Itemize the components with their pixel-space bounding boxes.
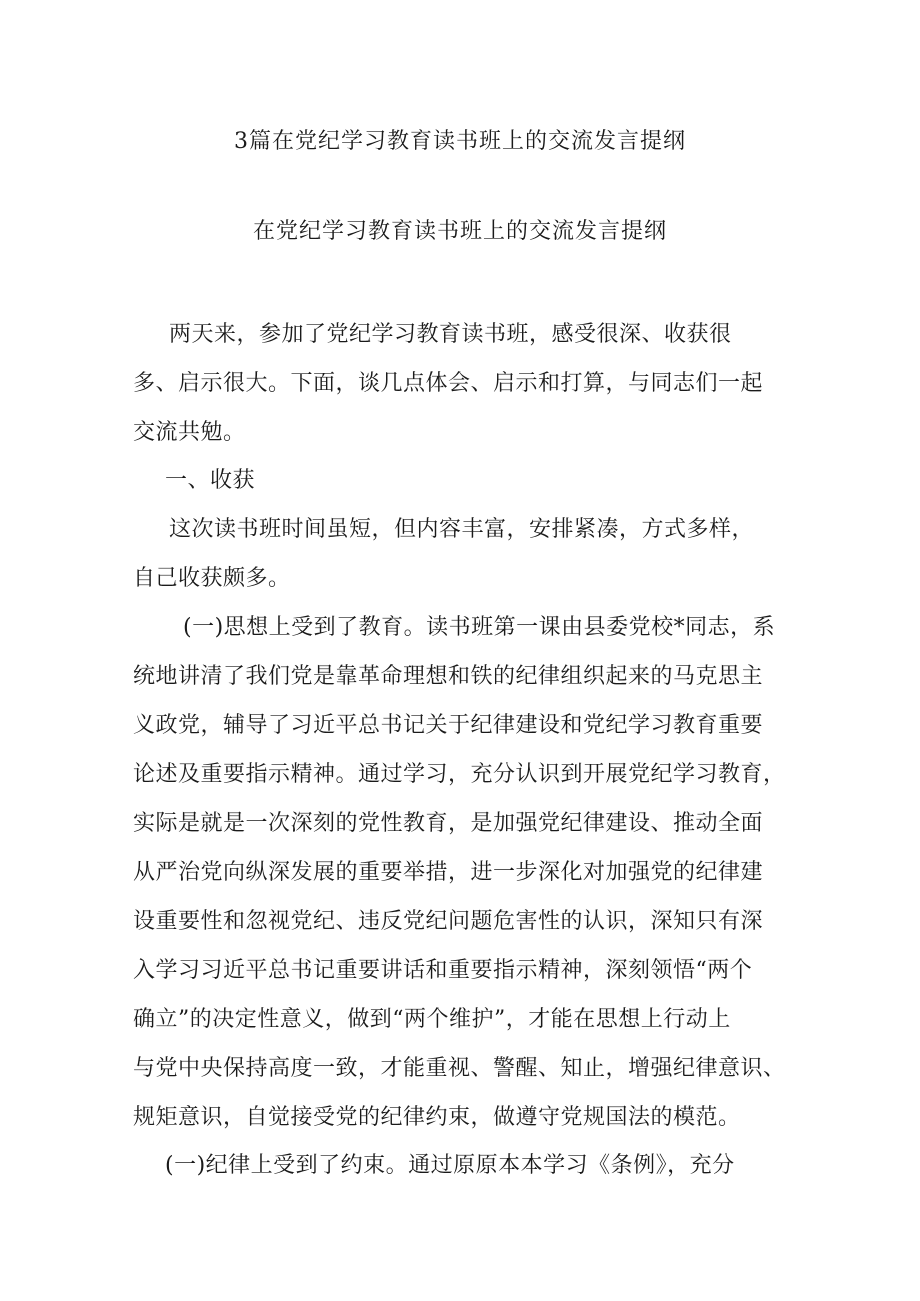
text-line: 交流共勉。 — [133, 420, 246, 445]
section-heading-harvest — [133, 456, 798, 505]
text-line: 确立”的决定性意义，做到“两个维护”，才能在思想上行动上 — [133, 1007, 731, 1032]
text-line: 多、启示很大。下面，谈几点体会、启示和打算，与同志们一起 — [133, 371, 764, 396]
text-line: 两天来，参加了党纪学习教育读书班，感受很深、收获很 — [169, 322, 732, 347]
text-line: 与党中央保持高度一致，才能重视、警醒、知止，增强纪律意识、 — [133, 1056, 786, 1081]
paragraph-summary — [133, 505, 798, 603]
text-line: 实际是就是一次深刻的党性教育，是加强党纪律建设、推动全面 — [133, 811, 764, 836]
text-line: 一、收获 — [165, 468, 256, 493]
paragraph-discipline — [133, 1141, 798, 1190]
paragraph-thought-education — [133, 603, 798, 1142]
text-line: 从严治党向纵深发展的重要举措，进一步深化对加强党的纪律建 — [133, 860, 764, 885]
document-title: 3篇在党纪学习教育读书班上的交流发言提纲 — [234, 129, 686, 154]
document-subtitle: 在党纪学习教育读书班上的交流发言提纲 — [252, 219, 667, 244]
text-line: (一)纪律上受到了约束。通过原原本本学习《条例》，充分 — [165, 1153, 735, 1178]
paragraph-intro — [133, 310, 798, 457]
text-line: 设重要性和忽视党纪、违反党纪问题危害性的认识，深知只有深 — [133, 909, 764, 934]
text-line: 自己收获颇多。 — [133, 566, 291, 591]
text-line: (一)思想上受到了教育。读书班第一课由县委党校*同志，系 — [183, 615, 776, 640]
text-line: 这次读书班时间虽短，但内容丰富，安排紧凑，方式多样， — [169, 517, 755, 542]
text-line: 论述及重要指示精神。通过学习，充分认识到开展党纪学习教育， — [133, 762, 786, 787]
text-line: 统地讲清了我们党是靠革命理想和铁的纪律组织起来的马克思主 — [133, 664, 764, 689]
text-line: 规矩意识，自觉接受党的纪律约束，做遵守党规国法的模范。 — [133, 1105, 741, 1130]
text-line: 入学习习近平总书记重要讲话和重要指示精神，深刻领悟“两个 — [133, 958, 753, 983]
text-line: 义政党，辅导了习近平总书记关于纪律建设和党纪学习教育重要 — [133, 713, 764, 738]
